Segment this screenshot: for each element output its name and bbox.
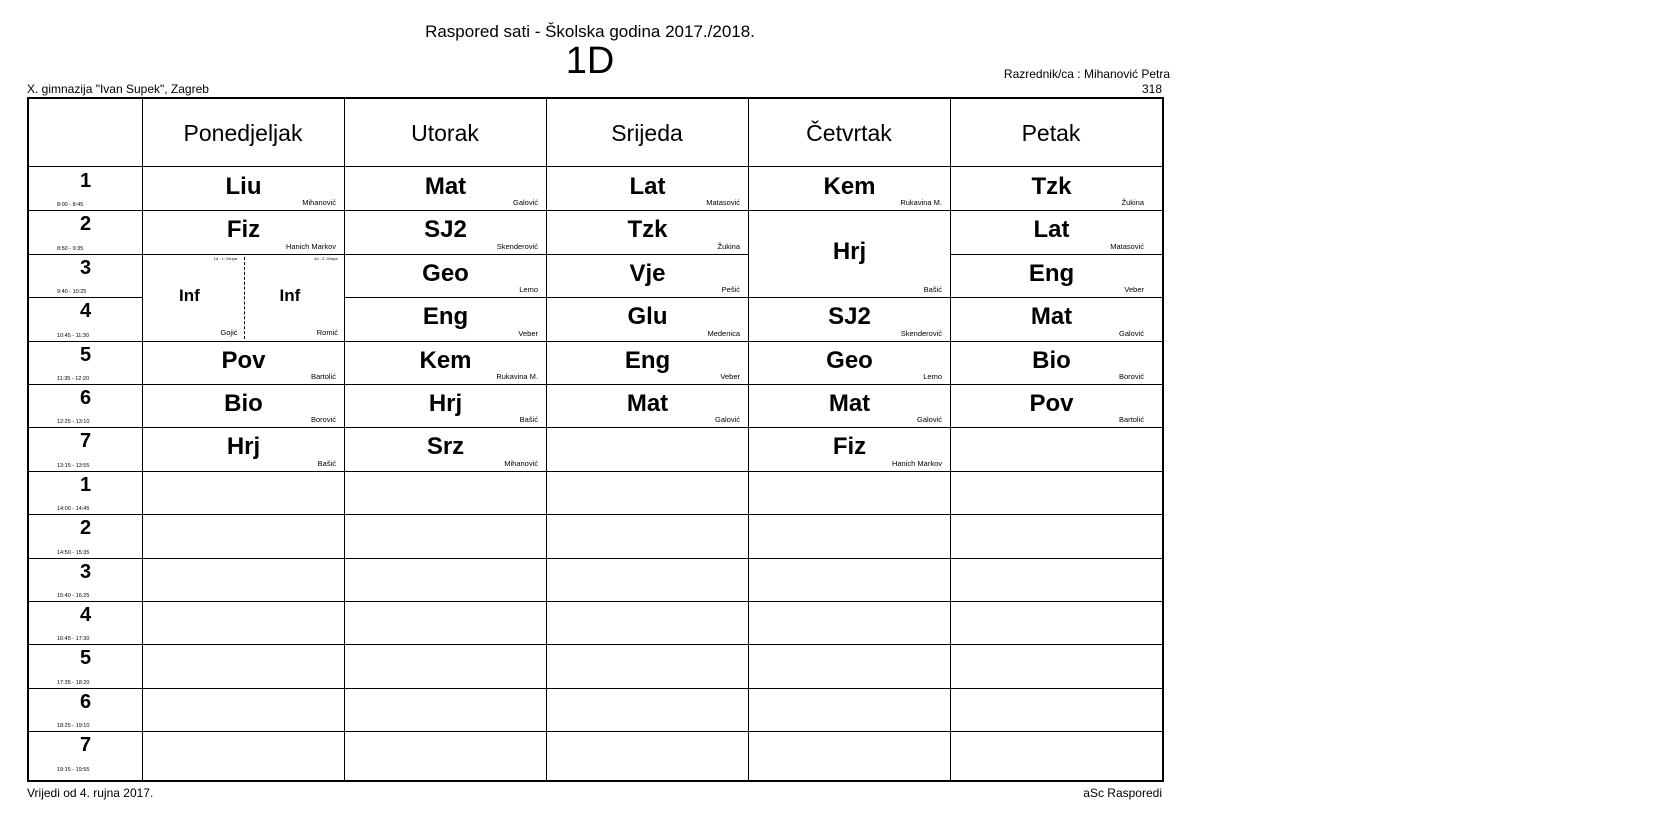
period-number: 5 [79,343,92,366]
lesson-cell[interactable] [547,255,748,297]
row-divider [29,601,1162,602]
period-label [29,427,142,470]
teacher-name: Gojić [220,327,238,337]
period-number: 3 [79,256,92,279]
lesson-cell[interactable] [951,255,1152,297]
classroom-number: 318 [1141,82,1162,96]
period-label [29,297,142,340]
period-time: 12:25 - 13:10 [57,419,90,426]
subject-name: Geo [826,346,873,374]
lesson-cell[interactable] [345,168,546,210]
subject-name: Lat [629,173,666,200]
subject-name: Hrj [428,390,463,417]
subject-name: Eng [624,346,671,374]
period-label [29,167,142,210]
teacher-name: Medenica [707,328,740,338]
subject-name: Tzk [627,216,668,244]
period-time: 18:25 - 19:10 [57,723,90,730]
teacher-name: Borović [310,415,336,425]
subject-name: Lat [1033,216,1070,244]
lesson-cell[interactable] [345,428,546,470]
subject-name: Mat [424,173,467,200]
period-time: 19:15 - 19:55 [57,766,90,773]
period-time: 16:45 - 17:30 [57,636,90,643]
lesson-cell[interactable] [547,168,748,210]
software-credit: aSc Rasporedi [1083,786,1162,800]
lesson-cell[interactable] [749,168,950,210]
period-time: 15:40 - 16:25 [57,592,90,599]
period-number: 1 [79,170,92,192]
lesson-cell[interactable] [547,342,748,384]
row-divider [29,558,1162,559]
lesson-cell[interactable] [547,211,748,253]
period-time: 17:35 - 18:20 [57,679,90,686]
lesson-cell[interactable] [143,255,344,341]
lesson-cell[interactable] [749,385,950,427]
period-label [29,514,142,557]
teacher-name: Lemo [923,371,942,381]
subject-name: Tzk [1031,173,1072,200]
period-time: 9:40 - 10:25 [57,289,87,296]
teacher-name: Žukina [717,241,740,251]
school-name: X. gimnazija "Ivan Supek", Zagreb [27,82,209,96]
lesson-cell[interactable] [749,298,950,340]
teacher-name: Pešić [721,285,740,295]
lesson-cell[interactable] [951,211,1152,253]
teacher-name: Hanich Markov [285,241,336,251]
teacher-name: Galović [1118,328,1144,338]
row-divider [29,644,1162,645]
teacher-name: Bašić [317,458,336,468]
day-header: Petak [1021,119,1081,146]
period-time: 14:00 - 14:45 [57,506,90,513]
subject-name: Bio [224,390,263,417]
teacher-name: Veber [720,371,740,381]
teacher-name: Lemo [519,285,538,295]
lesson-cell[interactable] [345,385,546,427]
row-divider [29,688,1162,689]
row-divider [29,731,1162,732]
teacher-name: Bašić [923,285,942,295]
lesson-cell[interactable] [345,298,546,340]
group-label: 1d - 1. Grupa [213,255,238,261]
subject-name: Kem [419,346,472,374]
lesson-cell[interactable] [547,298,748,340]
period-number: 1 [79,473,92,496]
period-number: 6 [79,387,92,409]
subject-name: Mat [626,390,669,417]
day-header: Utorak [411,119,479,146]
subject-name: SJ2 [424,216,467,244]
period-label [29,688,142,731]
teacher-name: Skenderović [900,328,942,338]
teacher-name: Borović [1118,371,1144,381]
period-number: 7 [79,430,92,453]
subject-name: Bio [1032,346,1071,374]
teacher-name: Matasović [1110,241,1144,251]
lesson-cell[interactable] [951,385,1152,427]
teacher-name: Galović [916,415,942,425]
period-label [29,558,142,601]
subject-name: Liu [225,173,262,200]
class-teacher: Razrednik/ca : Mihanović Petra [1003,67,1170,81]
teacher-name: Mihanović [302,198,336,208]
row-divider [29,514,1162,515]
subject-name: Kem [823,173,876,200]
period-time: 10:45 - 11:30 [57,332,90,339]
subject-name: SJ2 [828,303,871,331]
lesson-cell[interactable] [749,211,950,297]
teacher-name: Bartolić [310,371,336,381]
period-time: 11:35 - 12:20 [57,375,90,382]
subject-name: Eng [1028,259,1075,287]
lesson-cell[interactable] [345,255,546,297]
subject-name: Mat [828,390,871,417]
teacher-name: Hanich Markov [891,458,942,468]
teacher-name: Galović [714,415,740,425]
lesson-cell[interactable] [951,298,1152,340]
subject-name: Glu [627,303,668,331]
period-label [29,644,142,687]
header-divider [29,166,1162,167]
period-label [29,601,142,644]
day-header: Četvrtak [806,119,892,146]
teacher-name: Rukavina M. [900,198,942,208]
subject-name: Hrj [226,433,261,461]
subject-name: Mat [1030,303,1073,331]
subject-name: Pov [221,346,266,374]
lesson-cell[interactable] [143,428,344,470]
period-time: 8:00 - 8:45 [57,202,84,209]
teacher-name: Bartolić [1118,415,1144,425]
teacher-name: Rukavina M. [496,371,538,381]
validity-date: Vrijedi od 4. rujna 2017. [27,786,154,800]
subject-name: Eng [422,303,469,331]
teacher-name: Matasović [706,198,740,208]
class-name: 1D [565,40,615,82]
teacher-name: Mihanović [504,458,538,468]
period-number: 5 [79,647,92,670]
period-number: 6 [79,690,92,713]
subject-name: Hrj [832,238,867,266]
teacher-name: Romić [316,327,338,337]
lesson-cell[interactable] [143,168,344,210]
day-header: Srijeda [611,119,683,146]
teacher-name: Galović [512,198,538,208]
period-number: 4 [79,604,92,626]
teacher-name: Veber [518,328,538,338]
subject-name: Fiz [226,216,261,244]
lesson-cell[interactable] [547,385,748,427]
teacher-name: Skenderović [496,241,538,251]
teacher-name: Žukina [1121,198,1144,208]
period-label [29,384,142,427]
lesson-cell[interactable] [951,342,1152,384]
subject-name: Inf [179,285,200,305]
subject-name: Geo [422,259,469,287]
period-number: 2 [79,517,92,540]
period-label [29,254,142,297]
period-time: 14:50 - 15:35 [57,549,90,556]
subject-name: Vje [629,259,666,287]
lesson-cell[interactable] [345,211,546,253]
teacher-name: Veber [1124,285,1144,295]
period-time: 13:15 - 13:55 [57,462,90,469]
day-header: Ponedjeljak [183,119,303,146]
lesson-cell[interactable] [143,342,344,384]
period-time: 8:50 - 9:35 [57,245,84,252]
subject-name: Fiz [832,433,867,461]
period-number: 4 [79,300,92,323]
period-number: 7 [79,734,92,757]
lesson-cell[interactable] [345,342,546,384]
period-label [29,731,142,774]
lesson-cell[interactable] [749,428,950,470]
period-label [29,341,142,384]
period-label [29,471,142,514]
row-divider [29,471,1162,472]
lesson-cell[interactable] [143,385,344,427]
group-divider [244,257,245,339]
lesson-cell[interactable] [749,342,950,384]
lesson-cell[interactable] [951,168,1152,210]
period-label [29,210,142,253]
group-label: 1d - 2. Grupa [314,255,338,261]
teacher-name: Bašić [519,415,538,425]
period-number: 2 [79,213,92,236]
page-title: Raspored sati - Školska godina 2017./2018. [425,22,755,41]
period-number: 3 [79,560,92,583]
subject-name: Srz [426,433,465,461]
subject-name: Pov [1029,390,1074,417]
timetable-grid [27,97,1164,782]
subject-name: Inf [279,285,301,305]
lesson-cell[interactable] [143,211,344,253]
